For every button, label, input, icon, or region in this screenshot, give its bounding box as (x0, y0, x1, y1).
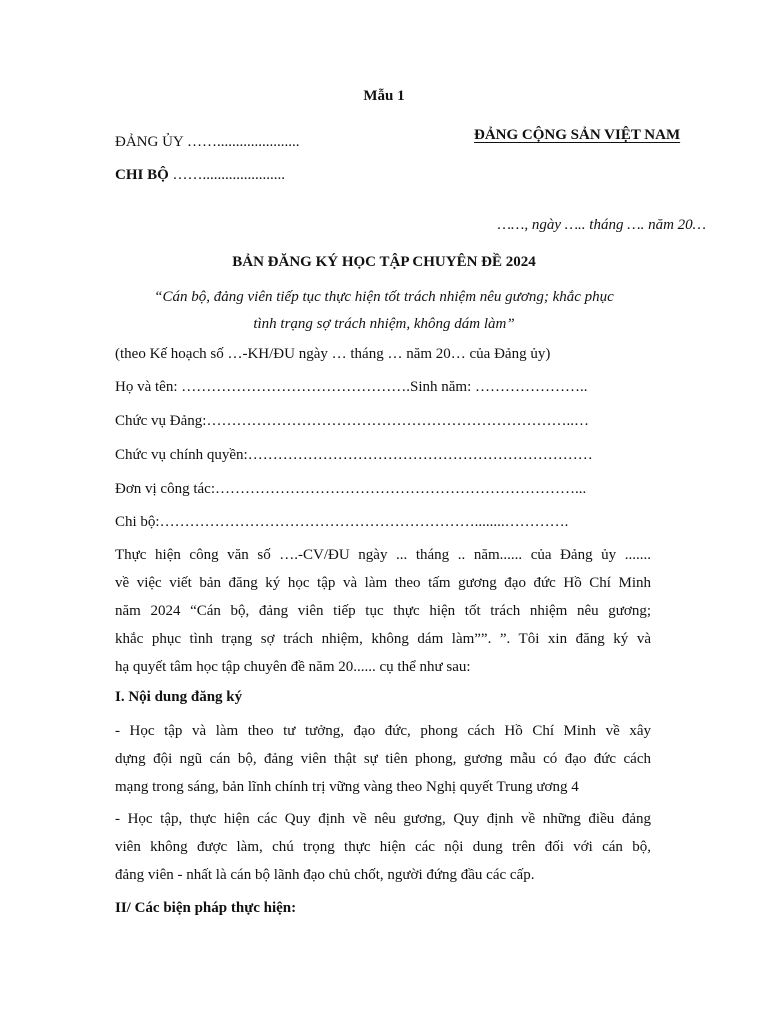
item-line: - Học tập, thực hiện các Quy định về nêu gương, Quy định về những điều đảng (115, 811, 651, 827)
gov-position-field: Chức vụ chính quyền:…………………………………………………………… (115, 447, 593, 463)
subtitle-line-1: “Cán bộ, đảng viên tiếp tục thực hiện tốt trách nhiệm nêu gương; khắc phục (154, 289, 614, 305)
intro-paragraph (115, 541, 651, 681)
item-line: - Học tập và làm theo tư tưởng, đạo đức, phong cách Hồ Chí Minh về xây (115, 723, 651, 739)
party-cell-label: CHI BỘ (115, 167, 169, 183)
date-line: ……, ngày ….. tháng …. năm 20… (497, 217, 706, 233)
work-unit-field: Đơn vị công tác:………………………………………………………………... (115, 481, 587, 497)
party-cell-blank: ……...................... (168, 167, 286, 183)
intro-line: khắc phục tình trạng sợ trách nhiệm, không dám làm””. ”. Tôi xin đăng ký và (115, 631, 651, 647)
intro-line: hạ quyết tâm học tập chuyên đề năm 20...... cụ thể như sau: (115, 659, 471, 675)
national-party-heading: ĐẢNG CỘNG SẢN VIỆT NAM (474, 127, 681, 143)
item-line: đảng viên - nhất là cán bộ lãnh đạo chủ chốt, người đứng đầu các cấp. (115, 867, 535, 883)
content-item-1 (115, 717, 651, 801)
subtitle-line-2: tình trạng sợ trách nhiệm, không dám làm” (253, 316, 515, 332)
party-committee-line: ĐẢNG ỦY ……...................... (115, 134, 300, 150)
item-line: mạng trong sáng, bản lĩnh chính trị vững vàng theo Nghị quyết Trung ương 4 (115, 779, 579, 795)
item-line: viên không được làm, chú trọng thực hiện các nội dung trên đối với cán bộ, (115, 839, 651, 855)
document-title: BẢN ĐĂNG KÝ HỌC TẬP CHUYÊN ĐỀ 2024 (232, 254, 536, 270)
party-cell-line (115, 167, 285, 184)
intro-line: Thực hiện công văn số ….-CV/ĐU ngày ... tháng .. năm...... của Đảng ủy ....... (115, 547, 651, 563)
form-number: Mẫu 1 (363, 88, 405, 104)
plan-reference: (theo Kế hoạch số …-KH/ĐU ngày … tháng … năm 20… của Đảng ủy) (115, 346, 551, 362)
intro-line: năm 2024 “Cán bộ, đảng viên tiếp tục thực hiện tốt trách nhiệm nêu gương; (115, 603, 651, 619)
full-name-field: Họ và tên: ……………………………………….Sinh năm: ………………….. (115, 379, 588, 395)
section-1-heading: I. Nội dung đăng ký (115, 689, 243, 705)
party-cell-field: Chi bộ:………………………………………………………........…………. (115, 514, 569, 530)
party-position-field: Chức vụ Đảng:………………………………………………………………..… (115, 413, 589, 429)
item-line: dựng đội ngũ cán bộ, đảng viên thật sự tiên phong, gương mẫu có đạo đức cách (115, 751, 651, 767)
document-subtitle (0, 284, 768, 338)
content-item-2 (115, 805, 651, 889)
section-2-heading: II/ Các biện pháp thực hiện: (115, 900, 297, 916)
intro-line: về việc viết bản đăng ký học tập và làm theo tấm gương đạo đức Hồ Chí Minh (115, 575, 651, 591)
